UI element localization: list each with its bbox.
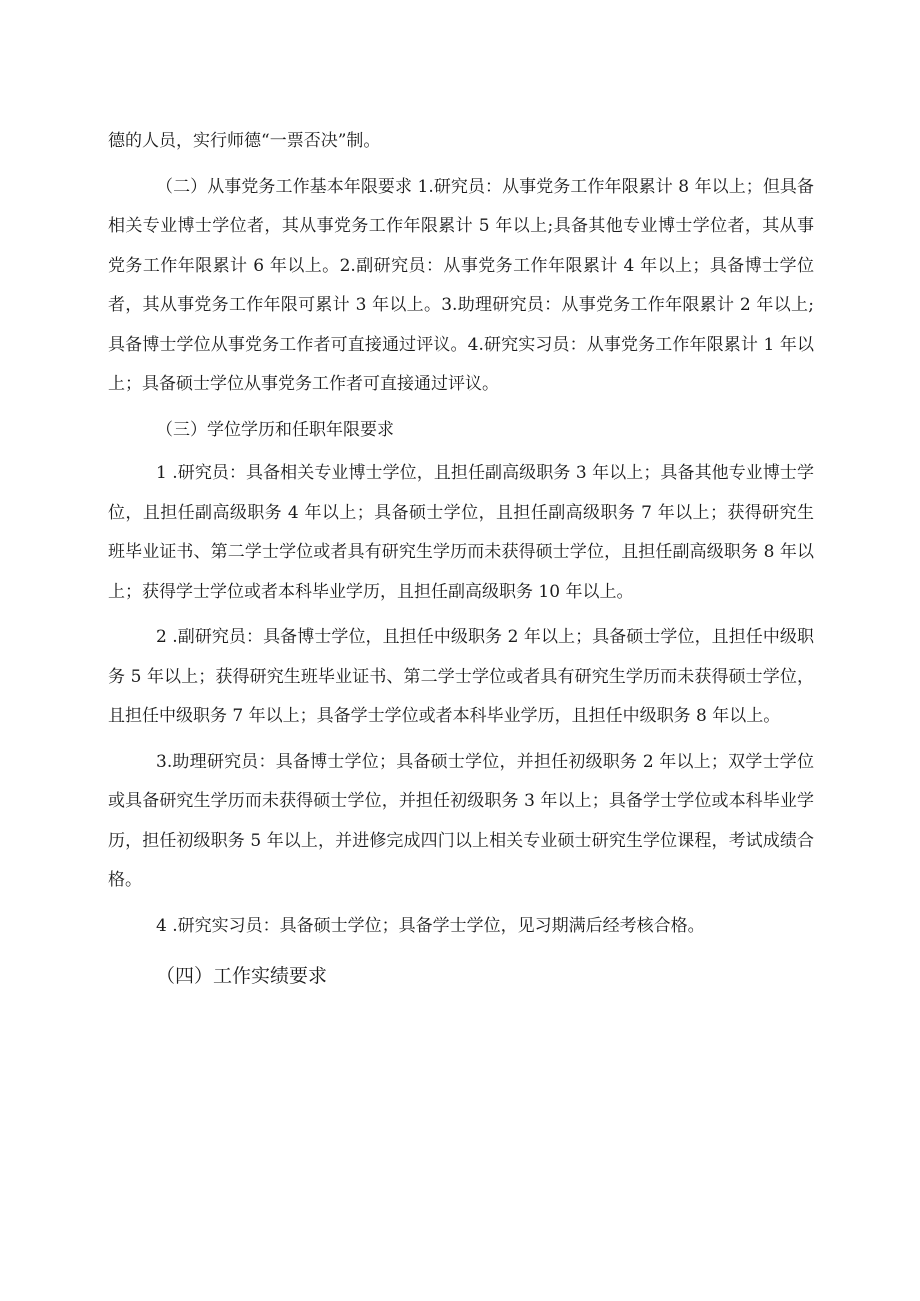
- paragraph-researcher: 1 .研究员：具备相关专业博士学位，且担任副高级职务 3 年以上；具备其他专业博士学位，且担任副高级职务 4 年以上；具备硕士学位，且担任副高级职务 7 年以上；获得研究生班毕业证书、第二学士学位或者具有研究生学历而未获得硕士学位，且担任副高级职务 8 年以上；获得学士学位或者本科毕业学历，且担任副高级职务 10 年以上。: [108, 463, 814, 602]
- section-heading-degree-requirements: （三）学位学历和任职年限要求: [156, 419, 394, 440]
- paragraph-associate-researcher: 2 .副研究员：具备博士学位，且担任中级职务 2 年以上；具备硕士学位，且担任中级职务 5 年以上；获得研究生班毕业证书、第二学士学位或者具有研究生学历而未获得硕士学位，且担任中级职务 7 年以上；具备学士学位或者本科毕业学历，且担任中级职务 8 年以上。: [108, 627, 814, 726]
- paragraph-research-intern: 4 .研究实习员：具备硕士学位；具备学士学位，见习期满后经考核合格。: [156, 915, 705, 936]
- paragraph-ethics-veto: 德的人员，实行师德“一票否决”制。: [108, 131, 381, 151]
- section-heading-work-performance: （四）工作实绩要求: [156, 965, 328, 987]
- paragraph-assistant-researcher: 3.助理研究员：具备博士学位；具备硕士学位，并担任初级职务 2 年以上；双学士学位或具备研究生学历而未获得硕士学位，并担任初级职务 3 年以上；具备学士学位或本科毕业学历，担任初级职务 5 年以上，并进修完成四门以上相关专业硕士研究生学位课程，考试成绩合格。: [108, 751, 814, 890]
- paragraph-party-work-years: （二）从事党务工作基本年限要求 1.研究员：从事党务工作年限累计 8 年以上；但具备相关专业博士学位者，其从事党务工作年限累计 5 年以上;具备其他专业博士学位者，其从事党务工作年限累计 6 年以上。2.副研究员：从事党务工作年限累计 4 年以上；具备博士学位者，其从事党务工作年限可累计 3 年以上。3.助理研究员：从事党务工作年限累计 2 年以上;具备博士学位从事党务工作者可直接通过评议。4.研究实习员：从事党务工作年限累计 1 年以上；具备硕士学位从事党务工作者可直接通过评议。: [108, 176, 814, 394]
- document-page: [108, 122, 814, 996]
